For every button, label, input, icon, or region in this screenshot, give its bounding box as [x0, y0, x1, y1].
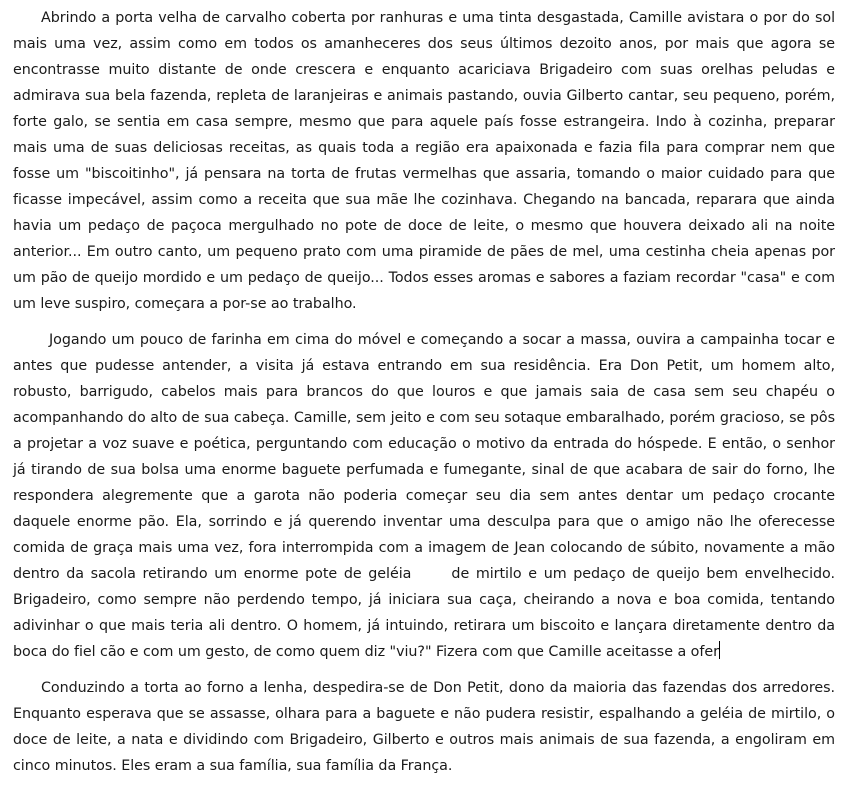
paragraph-3: Conduzindo a torta ao forno a lenha, despedira-se de Don Petit, dono da maioria das fazendas dos arredores. Enquanto esperava que se assasse, olhara para a baguete e não pudera resistir, espalhando a geléia de mirtilo, o doce de leite, a nata e dividindo com Brigadeiro, Gilberto e outros mais animais de sua fazenda, a engoliram em cinco minutos. Eles eram a sua família, sua família da França. [13, 680, 835, 774]
text-cursor [719, 641, 720, 659]
paragraph-2-text-before-gap: Jogando um pouco de farinha em cima do móvel e começando a socar a massa, ouvira a campainha tocar e antes que pudesse antender, a visita já estava entrando em sua residência. Era Don Petit, um homem alto, robusto, barrigudo, cabelos mais para brancos do que louros e que jamais saia de casa sem seu chapéu o acompanhando do alto de sua cabeça. Camille, sem jeito e com seu sotaque embaralhado, porém gracioso, se pôs a projetar a voz suave e poética, perguntando com educação o motivo da entrada do hóspede. E então, o senhor já tirando de sua bolsa uma enorme baguete perfumada e fumegante, sinal de que acabara de sair do forno, lhe respondera alegremente que a garota não poderia começar seu dia sem antes dentar um pedaço crocante daquele enorme pão. Ela, sorrindo e já querendo inventar uma desculpa para que o amigo não lhe oferecesse comida de graça mais uma vez, fora interrompida com a imagem de Jean colocando de súbito, novamente a mão dentro da sacola retirando um enorme pote de geléia [13, 332, 835, 582]
document-body[interactable] [13, 5, 835, 789]
paragraph-2-text-after-gap: de mirtilo e um pedaço de queijo bem envelhecido. Brigadeiro, como sempre não perdendo tempo, já iniciara sua caça, cheirando a nova e boa comida, tentando adivinhar o que mais teria ali dentro. O homem, já intuindo, retirara um biscoito e lançara diretamente dentro da boca do fiel cão e com um gesto, de como quem diz "viu?" Fizera com que Camille aceitasse a ofer [13, 566, 836, 660]
paragraph-2 [13, 327, 835, 665]
paragraph-1: Abrindo a porta velha de carvalho coberta por ranhuras e uma tinta desgastada, Camille avistara o por do sol mais uma vez, assim como em todos os amanheceres dos seus últimos dezoito anos, por mais que agora se encontrasse muito distante de onde crescera e enquanto acariciava Brigadeiro com suas orelhas peludas e admirava sua bela fazenda, repleta de laranjeiras e animais pastando, ouvia Gilberto cantar, seu pequeno, porém, forte galo, se sentia em casa sempre, mesmo que para aquele país fosse estrangeira. Indo à cozinha, preparar mais uma de suas deliciosas receitas, as quais toda a região era apaixonada e fazia fila para comprar nem que fosse um "biscoitinho", já pensara na torta de frutas vermelhas que assaria, tomando o maior cuidado para que ficasse impecável, assim como a receita que sua mãe lhe cozinhava. Chegando na bancada, reparara que ainda havia um pedaço de paçoca mergulhado no pote de doce de leite, o mesmo que houvera deixado ali na noite anterior... Em outro canto, um pequeno prato com uma piramide de pães de mel, uma cestinha cheia apenas por um pão de queijo mordido e um pedaço de queijo... Todos esses aromas e sabores a faziam recordar "casa" e com um leve suspiro, começara a por-se ao trabalho. [13, 10, 835, 312]
text-gap [411, 566, 451, 582]
